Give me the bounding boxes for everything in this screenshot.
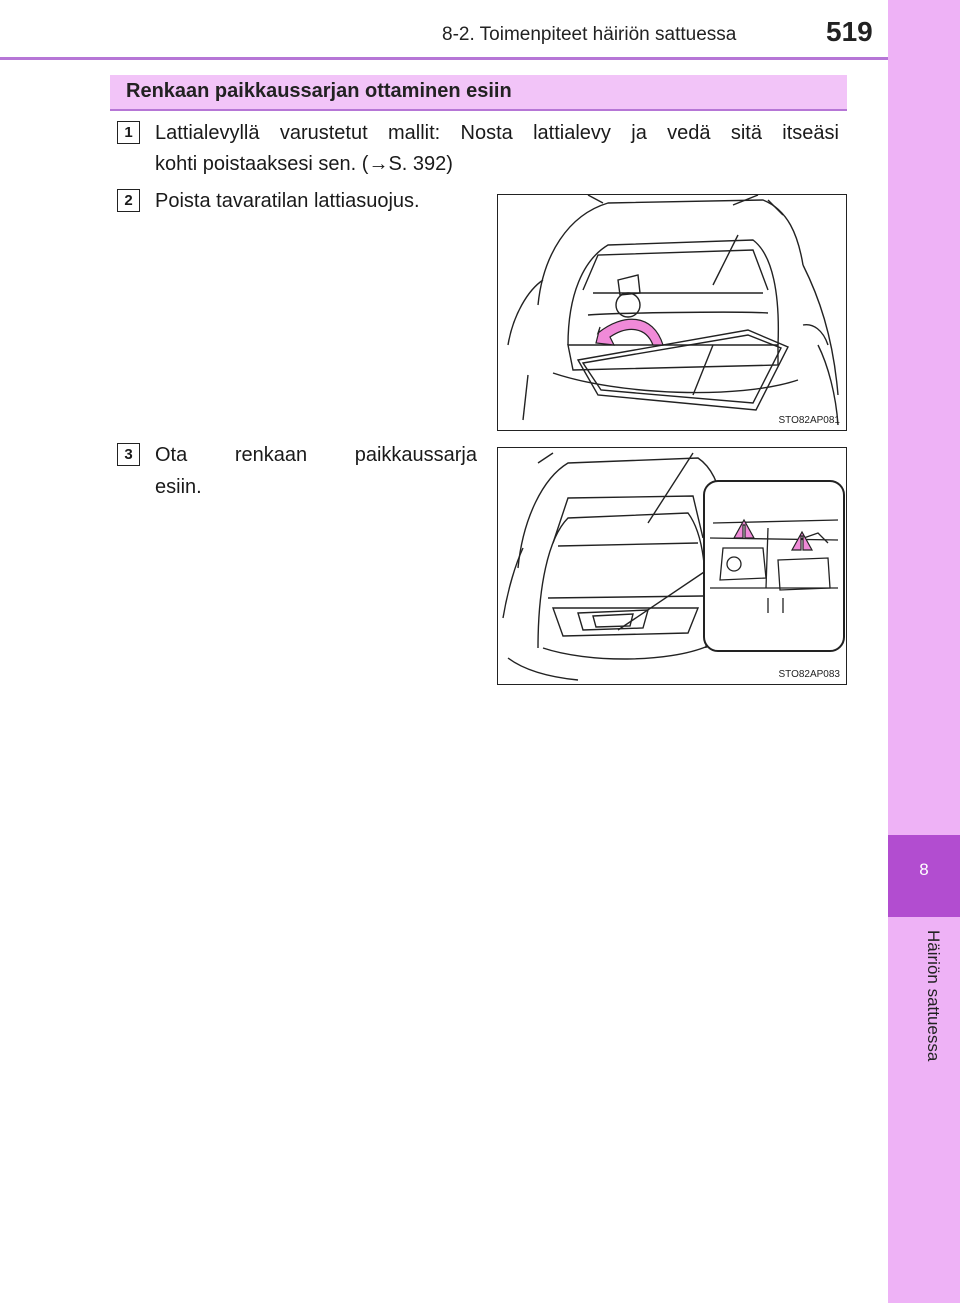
step-3-line-1: Ota renkaan paikkaussarja bbox=[155, 444, 477, 466]
page-number: 519 bbox=[826, 16, 873, 47]
figure-luggage-floor-cover bbox=[497, 194, 847, 431]
step-number-1: 1 bbox=[117, 121, 140, 144]
figure-2-caption: STO82AP083 bbox=[778, 669, 840, 680]
step-1-line-1: Lattialevyllä varustetut mallit: Nosta lattialevy ja vedä sitä itseäsi bbox=[155, 122, 839, 144]
section-heading-box bbox=[110, 75, 847, 111]
step-2-text: Poista tavaratilan lattiasuojus. bbox=[155, 190, 420, 212]
side-tab bbox=[888, 0, 960, 1303]
step-1-line-2: kohti poistaaksesi sen. (→S. 392) bbox=[155, 153, 453, 175]
repair-kit-illustration bbox=[498, 448, 846, 684]
luggage-floor-cover-illustration bbox=[498, 195, 846, 430]
figure-1-caption: STO82AP081 bbox=[778, 415, 840, 426]
step-number-3: 3 bbox=[117, 443, 140, 466]
step-number-2: 2 bbox=[117, 189, 140, 212]
header-rule bbox=[0, 57, 888, 60]
figure-repair-kit bbox=[497, 447, 847, 685]
running-header: 8-2. Toimenpiteet häiriön sattuessa bbox=[442, 24, 737, 45]
chapter-number: 8 bbox=[919, 860, 929, 879]
chapter-title: Häiriön sattuessa bbox=[924, 930, 943, 1062]
step-3-line-2: esiin. bbox=[155, 476, 202, 498]
section-title: Renkaan paikkaussarjan ottaminen esiin bbox=[126, 80, 512, 102]
